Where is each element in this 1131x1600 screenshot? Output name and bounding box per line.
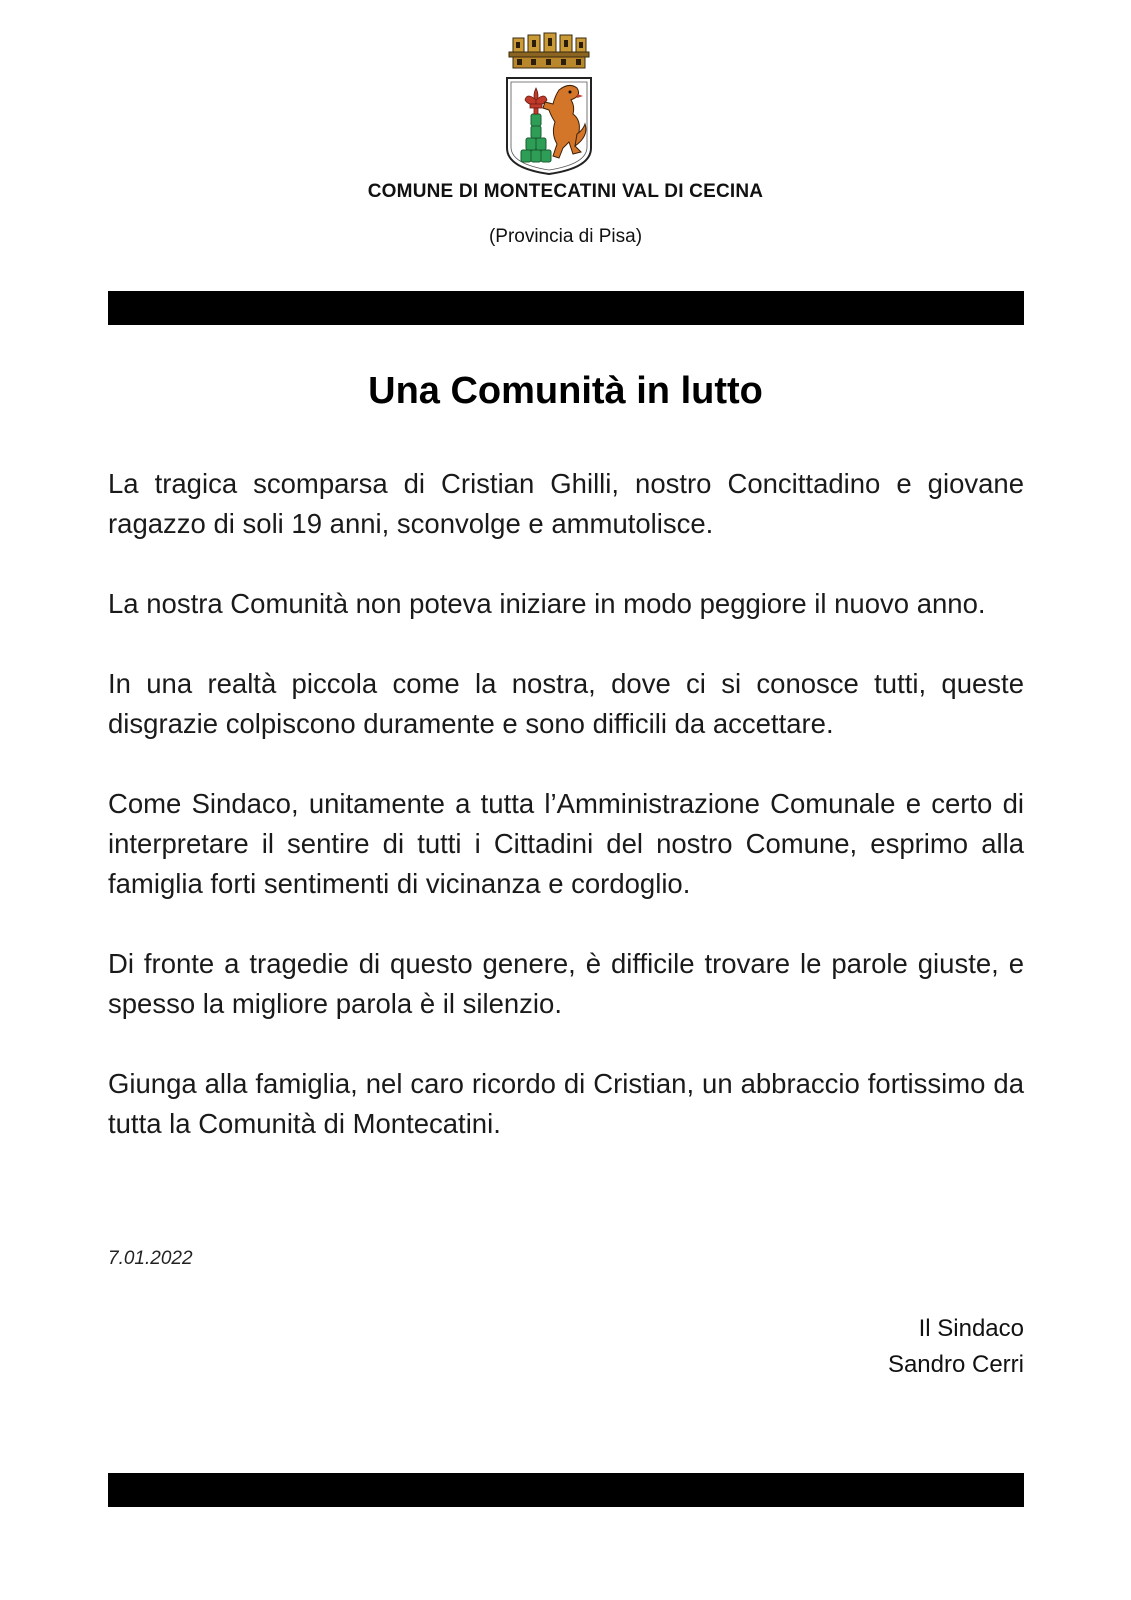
document-date: 7.01.2022 [108, 1248, 193, 1269]
announcement-body [108, 464, 1024, 1184]
paragraph: Giunga alla famiglia, nel caro ricordo di Cristian, un abbraccio fortissimo da tutta la Comunità di Montecatini. [108, 1068, 1024, 1139]
page-title: Una Comunità in lutto [368, 370, 763, 412]
paragraph: In una realtà piccola come la nostra, dove ci si conosce tutti, queste disgrazie colpiscono duramente e sono difficili da accettare. [108, 668, 1024, 739]
paragraph: Di fronte a tragedie di questo genere, è difficile trovare le parole giuste, e spesso la migliore parola è il silenzio. [108, 948, 1024, 1019]
municipality-name: COMUNE DI MONTECATINI VAL DI CECINA [367, 181, 764, 202]
province-name: (Provincia di Pisa) [488, 226, 643, 247]
municipal-coat-of-arms-icon [497, 30, 601, 178]
paragraph: Come Sindaco, unitamente a tutta l’Amministrazione Comunale e certo di interpretare il sentire di tutti i Cittadini del nostro Comune, esprimo alla famiglia forti sentimenti di vicinanza e cordoglio. [108, 788, 1024, 899]
mourning-band-top [108, 291, 1024, 325]
mourning-band-bottom [108, 1473, 1024, 1507]
signature-block [888, 1311, 1024, 1383]
paragraph: La tragica scomparsa di Cristian Ghilli, nostro Concittadino e giovane ragazzo di soli 19 anni, sconvolge e ammutolisce. [108, 468, 1024, 539]
signature-name: Sandro Cerri [887, 1351, 1024, 1378]
signature-role: Il Sindaco [918, 1315, 1024, 1342]
paragraph: La nostra Comunità non poteva iniziare in modo peggiore il nuovo anno. [108, 588, 986, 619]
